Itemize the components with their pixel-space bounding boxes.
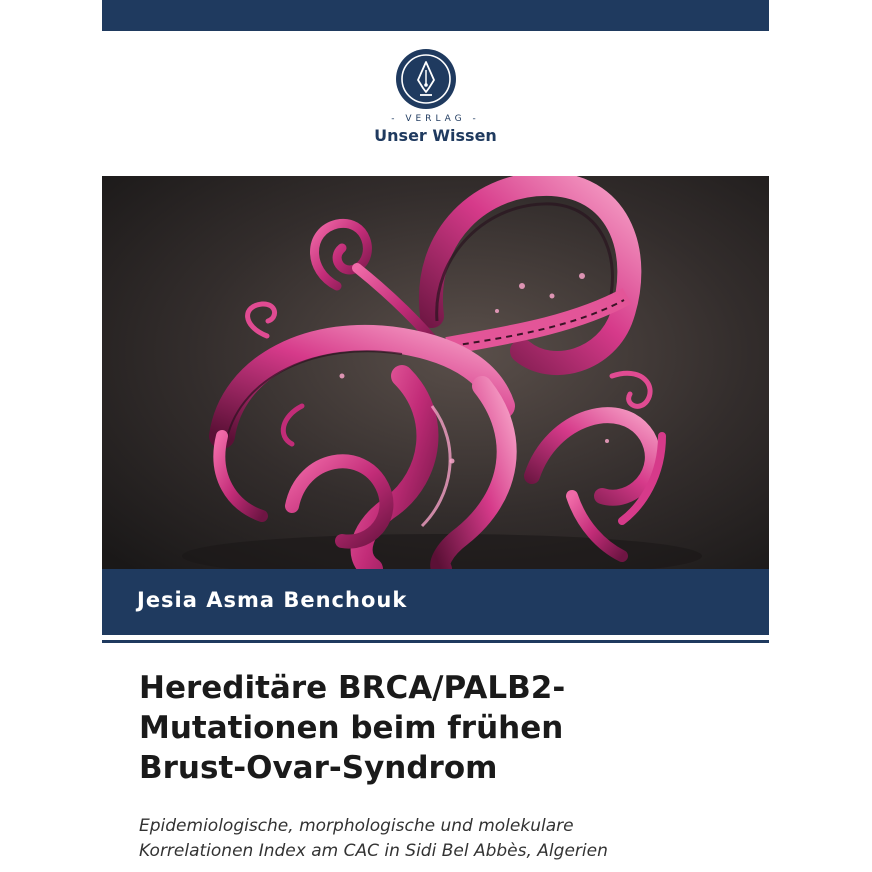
title-line: Brust-Ovar-Syndrom xyxy=(139,750,498,786)
book-cover xyxy=(102,0,769,872)
fountain-pen-nib-icon xyxy=(395,48,457,110)
publisher-name: Unser Wissen xyxy=(374,126,497,145)
subtitle-line: Epidemiologische, morphologische und molekulare xyxy=(139,816,574,836)
top-color-band xyxy=(102,0,769,31)
title-line: Mutationen beim frühen xyxy=(139,710,564,746)
cover-artwork xyxy=(102,176,769,569)
book-subtitle xyxy=(139,814,759,864)
author-band xyxy=(102,569,769,635)
subtitle-line: Korrelationen Index am CAC in Sidi Bel Abbès, Algerien xyxy=(139,841,608,861)
author-name: Jesia Asma Benchouk xyxy=(137,588,408,612)
title-line: Hereditäre BRCA/PALB2- xyxy=(139,670,566,706)
verlag-label: - VERLAG - xyxy=(391,114,480,124)
publisher-logo xyxy=(102,48,769,152)
book-title xyxy=(139,668,759,788)
divider-line xyxy=(102,640,769,643)
